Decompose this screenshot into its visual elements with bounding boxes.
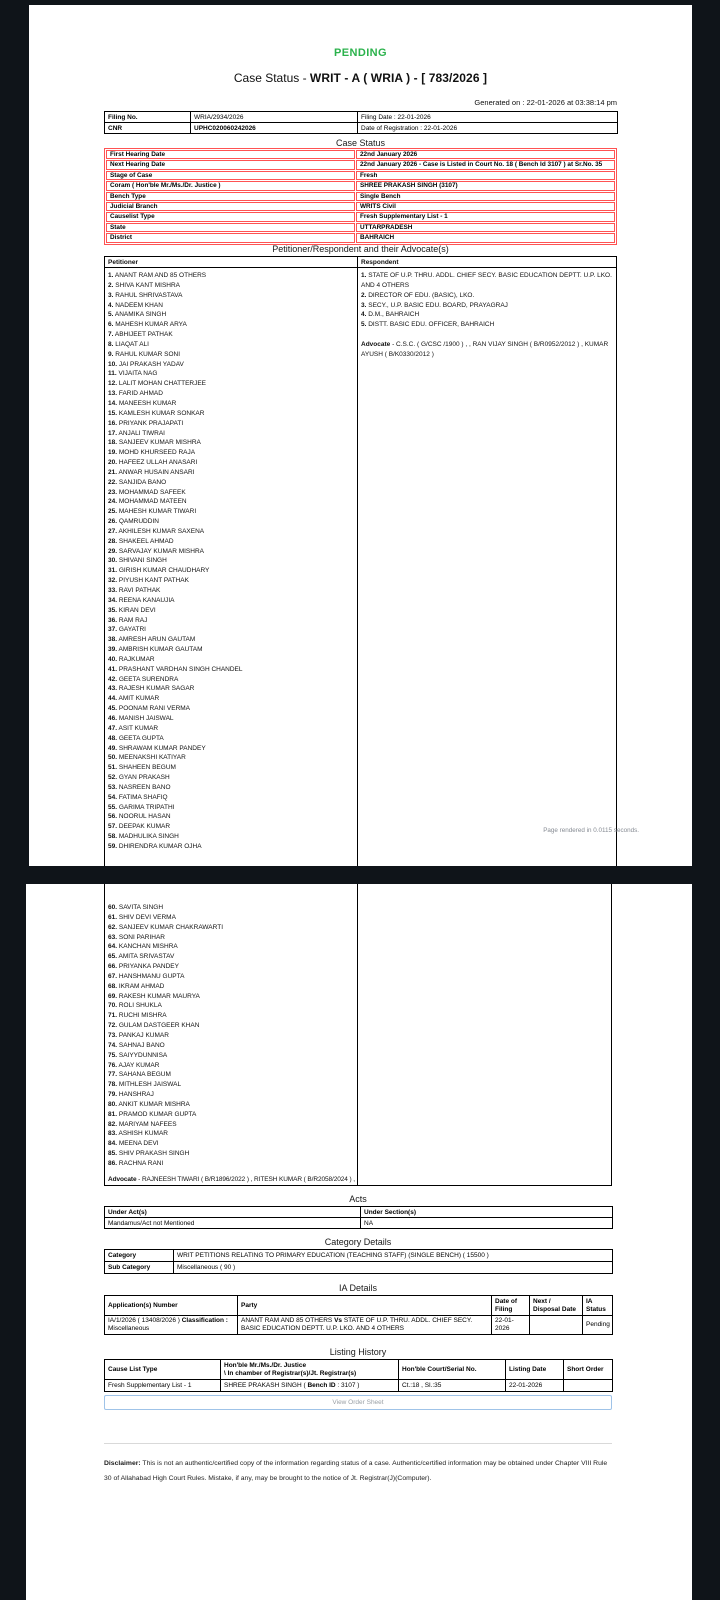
list-item: 59. DHIRENDRA KUMAR OJHA: [108, 842, 202, 850]
case-status-label: Judicial Branch: [106, 202, 355, 211]
section-heading-listing: Listing History: [329, 1347, 387, 1357]
list-item: 65. AMITA SRIVASTAV: [108, 953, 175, 961]
page-render-note: Page rendered in 0.0115 seconds.: [543, 827, 639, 834]
list-item: 4. D.M., BAHRAICH: [361, 311, 420, 319]
list-item: 54. FATIMA SHAFIQ: [108, 793, 168, 801]
listing-header-justice: Hon'ble Mr./Ms./Dr. Justice \ In chamber of Registrar(s)/Jt. Registrar(s): [221, 1360, 399, 1380]
list-item: 11. VIJAITA NAG: [108, 370, 158, 378]
list-item: 36. RAM RAJ: [108, 616, 148, 624]
list-item: 32. PIYUSH KANT PATHAK: [108, 577, 189, 585]
list-item: 50. MEENAKSHI KATIYAR: [108, 754, 186, 762]
list-item: 70. ROLI SHUKLA: [108, 1002, 162, 1010]
list-item: 1. ANANT RAM AND 85 OTHERS: [108, 272, 207, 279]
category-table: [104, 1249, 613, 1274]
case-status-label: State: [106, 223, 355, 232]
list-item: 44. AMIT KUMAR: [108, 695, 160, 703]
advocate-label: Advocate: [108, 1175, 137, 1183]
case-status-label: First Hearing Date: [106, 150, 355, 159]
list-item: 48. GEETA GUPTA: [108, 734, 164, 742]
table-row: [105, 1250, 613, 1262]
table-row: [106, 233, 615, 242]
list-item: 4. NADEEM KHAN: [108, 301, 163, 309]
list-item: 47. ASIT KUMAR: [108, 724, 159, 732]
case-status-value: SHREE PRAKASH SINGH (3107): [356, 181, 615, 190]
case-status-label: Coram ( Hon'ble Mr./Ms./Dr. Justice ): [106, 181, 355, 190]
list-item: 84. MEENA DEVI: [108, 1140, 159, 1148]
respondent-column-header: Respondent: [361, 259, 399, 266]
list-item: 29. SARVAJAY KUMAR MISHRA: [108, 547, 204, 555]
list-item: 34. REENA KANAUJIA: [108, 596, 175, 604]
list-item: 35. KIRAN DEVI: [108, 606, 156, 614]
listing-header-cause: Cause List Type: [108, 1365, 158, 1373]
list-item: 16. PRIYANK PRAJAPATI: [108, 419, 184, 427]
list-item: 13. FARID AHMAD: [108, 390, 163, 398]
list-item: 67. HANSHMANU GUPTA: [108, 972, 185, 980]
registration-date: Date of Registration : 22-01-2026: [358, 123, 618, 134]
list-item: 10. JAI PRAKASH YADAV: [108, 360, 184, 368]
list-item: 14. MANEESH KUMAR: [108, 399, 177, 407]
list-item: 3. SECY., U.P. BASIC EDU. BOARD, PRAYAGRAJ: [361, 301, 508, 309]
filing-no-value: WRIA/2934/2026: [191, 112, 358, 123]
page-title: [104, 71, 617, 85]
view-order-sheet-button[interactable]: View Order Sheet: [104, 1395, 612, 1410]
listing-history-table: [104, 1359, 613, 1392]
list-item: 78. MITHLESH JAISWAL: [108, 1081, 182, 1089]
section-heading-parties: Petitioner/Respondent and their Advocate(s): [272, 244, 449, 254]
disclaimer: Disclaimer: This is not an authentic/certified copy of the information regarding status of a case. Authentic/certified information may be obtained under Chapter VIII Rule 30 of Allahabad High Court Rules. Mistake, if any, may be brought to the notice of Jt. Registrar(J)(Computer).: [104, 1460, 608, 1482]
table-row: [106, 192, 615, 201]
list-item: 15. KAMLESH KUMAR SONKAR: [108, 409, 205, 417]
listing-date: 22-01-2026: [506, 1380, 564, 1392]
respondent-column-empty: [358, 884, 611, 1185]
category-value: WRIT PETITIONS RELATING TO PRIMARY EDUCATION (TEACHING STAFF) (SINGLE BENCH) ( 15500 ): [174, 1250, 613, 1262]
list-item: 79. HANSHRAJ: [108, 1091, 154, 1099]
list-item: 21. ANWAR HUSAIN ANSARI: [108, 468, 195, 476]
list-item: 23. MOHAMMAD SAFEEK: [108, 488, 186, 496]
cnr-value: UPHC020060242026: [194, 124, 256, 132]
listing-court-serial: Ct.:18 , Sl.:35: [399, 1380, 506, 1392]
acts-table: [104, 1206, 613, 1229]
sub-category-label: Sub Category: [108, 1264, 151, 1271]
listing-header-court: Hon'ble Court/Serial No.: [402, 1365, 477, 1373]
list-item: 18. SANJEEV KUMAR MISHRA: [108, 439, 201, 447]
case-status-label: District: [106, 233, 355, 242]
list-item: 43. RAJESH KUMAR SAGAR: [108, 685, 195, 693]
list-item: 72. GULAM DASTGEER KHAN: [108, 1022, 200, 1030]
list-item: 80. ANKIT KUMAR MISHRA: [108, 1100, 190, 1108]
table-header-row: [105, 1360, 613, 1380]
case-status-value: WRITS Civil: [356, 202, 615, 211]
list-item: 20. HAFEEZ ULLAH ANASARI: [108, 459, 198, 467]
listing-header-order: Short Order: [567, 1365, 604, 1373]
under-act-header: Under Act(s): [108, 1208, 147, 1216]
list-item: 31. GIRISH KUMAR CHAUDHARY: [108, 567, 210, 575]
list-item: 71. RUCHI MISHRA: [108, 1012, 167, 1020]
list-item: 62. SANJEEV KUMAR CHAKRAWARTI: [108, 923, 223, 931]
section-heading-ia: IA Details: [338, 1283, 378, 1293]
list-item: 52. GYAN PRAKASH: [108, 774, 170, 782]
category-label: Category: [108, 1252, 137, 1259]
list-item: 81. PRAMOD KUMAR GUPTA: [108, 1110, 197, 1118]
case-status-label: Causelist Type: [106, 212, 355, 221]
ia-details-table: [104, 1295, 613, 1335]
list-item: 68. IKRAM AHMAD: [108, 982, 165, 990]
parties-table-continuation: [104, 884, 612, 1186]
cnr-label: CNR: [108, 124, 123, 132]
ia-party: ANANT RAM AND 85 OTHERS Vs STATE OF U.P. THRU. ADDL. CHIEF SECY. BASIC EDUCATION DEPTT. U.P. LKO. AND 4 OTHERS: [238, 1316, 492, 1335]
list-item: 9. RAHUL KUMAR SONI: [108, 350, 181, 358]
advocate-label: Advocate: [361, 341, 391, 349]
under-section-value: NA: [361, 1218, 613, 1229]
list-item: 73. PANKAJ KUMAR: [108, 1031, 169, 1039]
filing-table: [104, 111, 618, 134]
petitioner-advocate: Advocate - RAJNEESH TIWARI ( B/R1896/2022 ) , RITESH KUMAR ( B/R2058/2024 ) ,: [108, 1175, 355, 1183]
table-row: [105, 1207, 613, 1218]
table-row: [106, 171, 615, 180]
case-status-value: Fresh: [356, 171, 615, 180]
ia-header-application: Application(s) Number: [108, 1301, 178, 1309]
parties-table-body: [104, 268, 617, 866]
list-item: 19. MOHD KHURSEED RAJA: [108, 449, 196, 457]
respondent-list: [358, 268, 616, 866]
list-item: 33. RAVI PATHAK: [108, 587, 161, 594]
list-item: 41. PRASHANT VARDHAN SINGH CHANDEL: [108, 665, 243, 673]
ia-header-filing-date: Date of Filing: [495, 1297, 518, 1313]
list-item: 7. ABHIJEET PATHAK: [108, 331, 173, 339]
list-item: 5. DISTT. BASIC EDU. OFFICER, BAHRAICH: [361, 321, 495, 329]
ia-application-number: IA/1/2026 ( 13408/2026 ) Classification : Miscellaneous: [105, 1316, 238, 1335]
list-item: 26. QAMRUDDIN: [108, 518, 159, 526]
list-item: 40. RAJKUMAR: [108, 655, 155, 663]
list-item: 58. MADHULIKA SINGH: [108, 833, 179, 841]
list-item: 6. MAHESH KUMAR ARYA: [108, 321, 187, 329]
table-row: [105, 123, 618, 134]
list-item: 45. POONAM RANI VERMA: [108, 705, 191, 713]
list-item: 75. SAIYYDUNNISA: [108, 1051, 168, 1059]
under-section-header: Under Section(s): [364, 1208, 417, 1216]
document-page-1: [29, 5, 692, 866]
list-item: 46. MANISH JAISWAL: [108, 714, 174, 722]
list-item: 66. PRIYANKA PANDEY: [108, 963, 179, 971]
listing-header-date: Listing Date: [509, 1365, 547, 1373]
listing-justice: SHREE PRAKASH SINGH ( Bench ID : 3107 ): [221, 1380, 399, 1392]
list-item: 17. ANJALI TIWRAI: [108, 429, 165, 437]
respondent-advocate: Advocate - C.S.C. ( G/CSC /1900 ) , , RAN VIJAY SINGH ( B/R0952/2012 ) , KUMAR AYUSH ( B/K0330/2012 ): [361, 341, 609, 358]
list-item: 27. AKHILESH KUMAR SAXENA: [108, 527, 205, 535]
list-item: 56. NOORUL HASAN: [108, 813, 171, 821]
list-item: 12. LALIT MOHAN CHATTERJEE: [108, 380, 207, 388]
case-status-label: Bench Type: [106, 192, 355, 201]
table-row: [106, 223, 615, 232]
table-row: [106, 150, 615, 159]
ia-next-disposal-date: [530, 1316, 583, 1335]
list-item: 1. STATE OF U.P. THRU. ADDL. CHIEF SECY. BASIC EDUCATION DEPTT. U.P. LKO. AND 4 OTHERS: [361, 272, 612, 289]
list-item: 85. SHIV PRAKASH SINGH: [108, 1150, 190, 1158]
list-item: 8. LIAQAT ALI: [108, 340, 149, 348]
table-row: [106, 212, 615, 221]
ia-header-status: IA Status: [586, 1297, 606, 1313]
status-badge: PENDING: [334, 47, 387, 59]
table-row: [106, 181, 615, 190]
case-status-label: Next Hearing Date: [106, 160, 355, 169]
page-title-prefix: Case Status -: [233, 71, 310, 85]
under-act-value: Mandamus/Act not Mentioned: [105, 1218, 361, 1229]
list-item: 82. MARIYAM NAFEES: [108, 1120, 177, 1128]
list-item: 30. SHIVANI SINGH: [108, 557, 167, 565]
case-status-table: [104, 148, 617, 245]
table-row: [105, 112, 618, 123]
parties-table-header: [104, 256, 617, 268]
disclaimer-label: Disclaimer:: [104, 1460, 141, 1467]
table-header-row: [105, 1296, 613, 1316]
table-row: [105, 1262, 613, 1274]
petitioner-list-continued: [105, 884, 358, 1185]
ia-filing-date: 22-01-2026: [492, 1316, 530, 1335]
case-status-value: 22nd January 2026 - Case is Listed in Court No. 18 ( Bench Id 3107 ) at Sr.No. 35: [356, 160, 615, 169]
list-item: 24. MOHAMMAD MATEEN: [108, 498, 187, 506]
list-item: 69. RAKESH KUMAR MAURYA: [108, 992, 200, 1000]
case-status-value: Fresh Supplementary List - 1: [356, 212, 615, 221]
table-row: [106, 202, 615, 211]
table-row: [105, 1316, 613, 1335]
list-item: 77. SAHANA BEGUM: [108, 1071, 171, 1079]
table-row: [106, 160, 615, 169]
listing-short-order: [564, 1380, 613, 1392]
section-heading-acts: Acts: [349, 1194, 367, 1204]
list-item: 3. RAHUL SHRIVASTAVA: [108, 291, 183, 299]
list-item: 49. SHRAWAM KUMAR PANDEY: [108, 744, 206, 752]
list-item: 61. SHIV DEVI VERMA: [108, 913, 176, 921]
case-status-value: Single Bench: [356, 192, 615, 201]
list-item: 22. SANJIDA BANO: [108, 478, 167, 486]
list-item: 86. RACHNA RANI: [108, 1159, 164, 1167]
list-item: 55. GARIMA TRIPATHI: [108, 803, 175, 811]
list-item: 57. DEEPAK KUMAR: [108, 823, 171, 831]
ia-header-next-disposal: Next / Disposal Date: [533, 1297, 576, 1313]
footer-divider: [104, 1443, 612, 1444]
petitioner-column-header: Petitioner: [105, 257, 358, 267]
section-heading-category: Category Details: [324, 1237, 392, 1247]
list-item: 76. AJAY KUMAR: [108, 1061, 160, 1069]
petitioner-list: [105, 268, 358, 866]
table-row: [105, 1218, 613, 1229]
list-item: 83. ASHISH KUMAR: [108, 1130, 168, 1138]
list-item: 2. SHIVA KANT MISHRA: [108, 281, 181, 289]
ia-header-party: Party: [241, 1301, 258, 1309]
filing-date: Filing Date : 22-01-2026: [358, 112, 618, 123]
list-item: 64. KANCHAN MISHRA: [108, 943, 178, 951]
case-status-label: Stage of Case: [106, 171, 355, 180]
section-heading-case-status: Case Status: [335, 138, 386, 148]
list-item: 51. SHAHEEN BEGUM: [108, 764, 176, 772]
case-status-value: BAHRAICH: [356, 233, 615, 242]
document-page-2: [26, 884, 692, 1600]
list-item: 38. AMRESH ARUN GAUTAM: [108, 636, 196, 644]
list-item: 37. GAYATRI: [108, 626, 146, 634]
list-item: 2. DIRECTOR OF EDU. (BASIC), LKO.: [361, 291, 475, 299]
listing-cause: Fresh Supplementary List - 1: [105, 1380, 221, 1392]
table-row: [105, 1380, 613, 1392]
list-item: 74. SAHNAJ BANO: [108, 1041, 165, 1049]
list-item: 63. SONI PARIHAR: [108, 933, 165, 941]
generated-on-timestamp: Generated on : 22-01-2026 at 03:38:14 pm: [474, 98, 617, 107]
sub-category-value: Miscellaneous ( 90 ): [174, 1262, 613, 1274]
case-status-value: UTTARPRADESH: [356, 223, 615, 232]
list-item: 39. AMBRISH KUMAR GAUTAM: [108, 646, 203, 654]
list-item: 60. SAVITA SINGH: [108, 904, 164, 911]
case-status-value: 22nd January 2026: [356, 150, 615, 159]
ia-status: Pending: [583, 1316, 613, 1335]
list-item: 53. NASREEN BANO: [108, 783, 171, 791]
list-item: 25. MAHESH KUMAR TIWARI: [108, 508, 197, 516]
list-item: 28. SHAKEEL AHMAD: [108, 537, 174, 545]
filing-no-label: Filing No.: [108, 113, 138, 121]
list-item: 5. ANAMIKA SINGH: [108, 311, 167, 319]
case-number: WRIT - A ( WRIA ) - [ 783/2026 ]: [309, 71, 488, 85]
list-item: 42. GEETA SURENDRA: [108, 675, 179, 683]
